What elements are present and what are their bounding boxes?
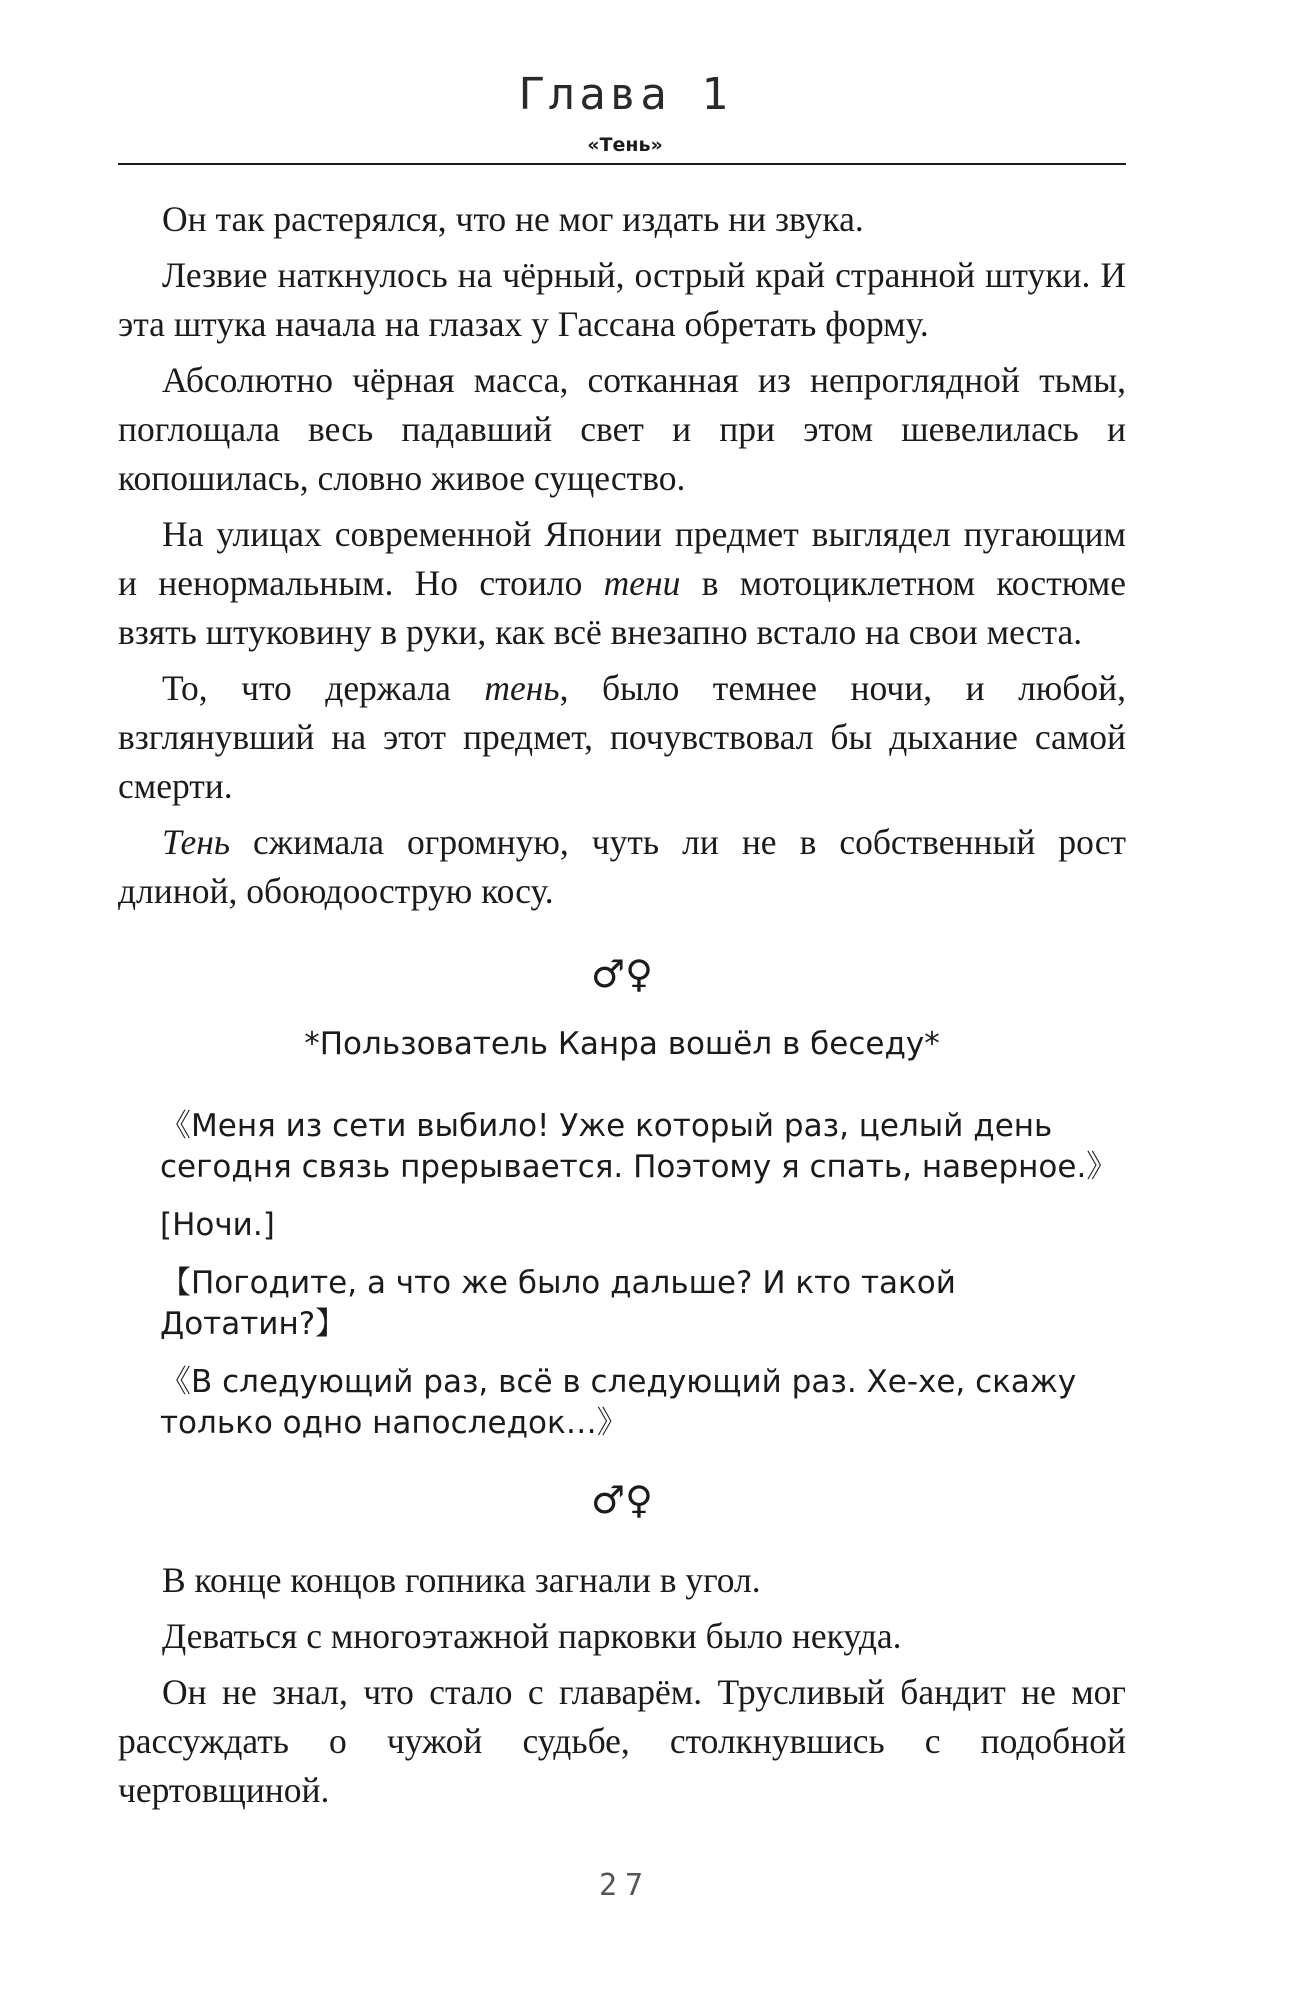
chat-system-message: *Пользователь Канра вошёл в беседу* xyxy=(304,1026,940,1062)
header-rule xyxy=(118,163,1126,165)
paragraph xyxy=(118,664,1126,811)
page-number: 27 xyxy=(598,1868,652,1903)
paragraph: Он не знал, что стало с главарём. Трусливый бандит не мог рассуждать о чужой судьбе, столкнувшись с подобной чертовщиной. xyxy=(118,1672,1126,1810)
chapter-title: Глава 1 xyxy=(518,69,732,120)
section-divider-icon: ♂♀ xyxy=(591,952,653,996)
page-body xyxy=(118,195,1126,1822)
chat-log xyxy=(118,1106,1126,1444)
paragraph: В конце концов гопника загнали в угол. xyxy=(162,1560,761,1600)
chat-message: 【Погодите, а что же было дальше? И кто такой Дотатин?】 xyxy=(160,1265,956,1342)
italic-word: тень xyxy=(484,668,560,708)
section-2 xyxy=(118,1556,1126,1815)
paragraph-text: То, что держала xyxy=(162,668,485,708)
paragraph-text: в мотоциклетном костюме взять штуковину в руки, как всё внезапно встало на свои места. xyxy=(118,563,1126,652)
paragraph xyxy=(118,818,1126,916)
italic-word: тени xyxy=(603,563,681,603)
chapter-subtitle: «Тень» xyxy=(587,134,663,156)
paragraph-text: На улицах современной Японии предмет выглядел пугающим и ненормальным. Но стоило xyxy=(118,514,1126,603)
chat-message: 《В следующий раз, всё в следующий раз. Хе-хе, скажу только одно напоследок…》 xyxy=(160,1364,1077,1441)
paragraph: Деваться с многоэтажной парковки было некуда. xyxy=(162,1616,902,1656)
paragraph-text: сжимала огромную, чуть ли не в собственный рост длиной, обоюдоострую косу. xyxy=(118,822,1126,911)
paragraph xyxy=(118,510,1126,657)
section-divider-icon: ♂♀ xyxy=(591,1478,653,1522)
paragraph: Абсолютно чёрная масса, сотканная из непроглядной тьмы, поглощала весь падавший свет и при этом шевелилась и копошилась, словно живое существо. xyxy=(118,360,1126,498)
italic-word: Тень xyxy=(162,822,230,862)
paragraph: Лезвие наткнулось на чёрный, острый край странной штуки. И эта штука начала на глазах у Гассана обретать форму. xyxy=(118,255,1126,344)
paragraph-text: , было темнее ночи, и любой, взглянувший на этот предмет, почувствовал бы дыхание самой смерти. xyxy=(118,668,1126,806)
chat-message: [Ночи.] xyxy=(160,1207,275,1243)
chat-message: 《Меня из сети выбило! Уже который раз, целый день сегодня связь прерывается. Поэтому я спать, наверное.》 xyxy=(160,1108,1118,1185)
paragraph: Он так растерялся, что не мог издать ни звука. xyxy=(162,199,864,239)
